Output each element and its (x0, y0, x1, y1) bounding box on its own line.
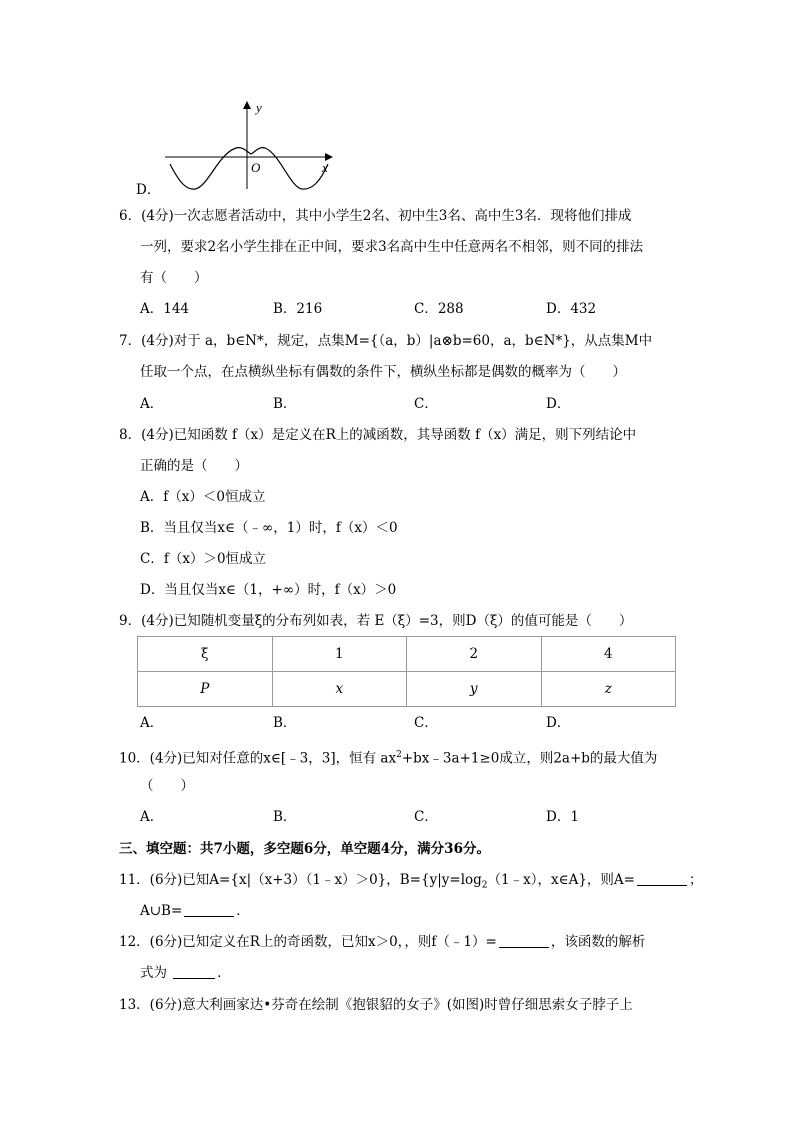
answer-blank[interactable] (173, 964, 215, 979)
q12-text-a: 12．(6分)已知定义在R上的奇函数，已知x＞0，，则f（﹣1）= (119, 934, 497, 950)
q9-option-a: A． (140, 715, 164, 731)
q8-line1: 8．(4分)已知函数 f（x）是定义在R上的减函数，其导函数 f（x）满足，则下列结论中 (119, 427, 637, 443)
table-cell: z (541, 672, 676, 707)
q8-option-d: D．当且仅当x∈（1，+∞）时，f（x）＞0 (140, 582, 397, 598)
q6-option-d: D．432 (546, 301, 597, 317)
q7-line1: 7．(4分)对于 a，b∈N*，规定，点集M={（a，b）|a⊗b=60，a，b∈N*}，从点集M中 (119, 333, 653, 349)
table-cell: P (138, 672, 273, 707)
q8-option-a: A．f（x）＜0恒成立 (140, 489, 266, 505)
q8-option-c: C．f（x）＞0恒成立 (140, 551, 267, 567)
q8-option-b: B．当且仅当x∈（﹣∞，1）时，f（x）＜0 (140, 520, 398, 536)
q7-option-d: D． (546, 396, 571, 412)
q8-line2: 正确的是（ ） (140, 458, 248, 474)
q7-option-c: C． (414, 396, 438, 412)
q6-option-a: A．144 (140, 301, 190, 317)
q9-option-d: D． (546, 715, 571, 731)
q13-line1: 13．(6分)意大利画家达•芬奇在绘制《抱银貂的女子》(如图)时曾仔细思索女子脖子上 (119, 997, 633, 1013)
q7-option-a: A． (140, 396, 164, 412)
table-cell: ξ (138, 637, 273, 672)
q11-text-a: 11．(6分)已知A={x|（x+3）（1﹣x）＞0}，B={y|y=log (119, 872, 482, 888)
x-axis-label: x (322, 160, 328, 175)
q12-text-end: ． (217, 965, 231, 981)
q7-option-b: B． (273, 396, 297, 412)
q11-text-b: （1﹣x），x∈A}，则A= (487, 872, 635, 888)
table-cell: 4 (541, 637, 676, 672)
origin-label: O (251, 160, 261, 175)
q10-option-c: C． (414, 809, 438, 825)
q10-option-d: D．1 (546, 809, 579, 825)
q10-line1 (119, 745, 657, 769)
q7-line2: 任取一个点，在点横纵坐标有偶数的条件下，横纵坐标都是偶数的概率为（ ） (140, 364, 626, 380)
answer-blank[interactable] (499, 933, 549, 948)
table-cell: 1 (272, 637, 407, 672)
table-row (138, 672, 676, 707)
option-d-graph (160, 96, 340, 196)
q12-line2 (140, 963, 231, 983)
q11-subscript: 2 (481, 880, 488, 891)
q12-line1 (119, 932, 645, 952)
q9-option-b: B． (273, 715, 297, 731)
q10-text-a: 10．(4分)已知对任意的x∈[﹣3，3]，恒有 ax (119, 750, 397, 767)
distribution-table (137, 636, 676, 707)
table-cell: 2 (407, 637, 542, 672)
y-axis-label: y (256, 100, 262, 115)
section-3-title: 三、填空题：共7小题，多空题6分，单空题4分，满分36分。 (119, 841, 490, 857)
q10-option-a: A． (140, 809, 164, 825)
q5-option-d: D． (136, 182, 161, 198)
answer-blank[interactable] (184, 902, 234, 917)
q12-text-c: 式为 (140, 965, 167, 981)
q11-line1 (119, 870, 702, 896)
q6-option-c: C．288 (414, 301, 464, 317)
q6-line2: 一列，要求2名小学生排在正中间，要求3名高中生中任意两名不相邻，则不同的排法 (140, 239, 644, 255)
q11-text-end2: ． (236, 903, 250, 919)
curve (170, 148, 328, 190)
q11-text-end: ； (688, 872, 703, 888)
q10-option-b: B． (273, 809, 297, 825)
q6-option-b: B．216 (273, 301, 323, 317)
table-cell: x (272, 672, 407, 707)
table-row (138, 637, 676, 672)
table-cell: y (407, 672, 542, 707)
q11-text-c: A∪B= (140, 903, 183, 919)
q10-superscript: 2 (396, 750, 402, 760)
q6-line1: 6．(4分)一次志愿者活动中，其中小学生2名、初中生3名、高中生3名．现将他们排成 (119, 208, 632, 224)
q9-option-c: C． (414, 715, 438, 731)
answer-blank[interactable] (637, 871, 687, 886)
q12-text-b: ，该函数的解析 (550, 934, 646, 950)
q10-text-b: +bx﹣3a+1≥0成立，则2a+b的最大值为 (401, 750, 658, 767)
q11-line2 (140, 901, 250, 921)
q6-line3: 有（ ） (140, 270, 208, 286)
q10-line2: （ ） (140, 778, 194, 794)
q9-line1: 9．(4分)已知随机变量ξ的分布列如表，若 E（ξ）=3，则D（ξ）的值可能是（ ） (119, 613, 633, 629)
